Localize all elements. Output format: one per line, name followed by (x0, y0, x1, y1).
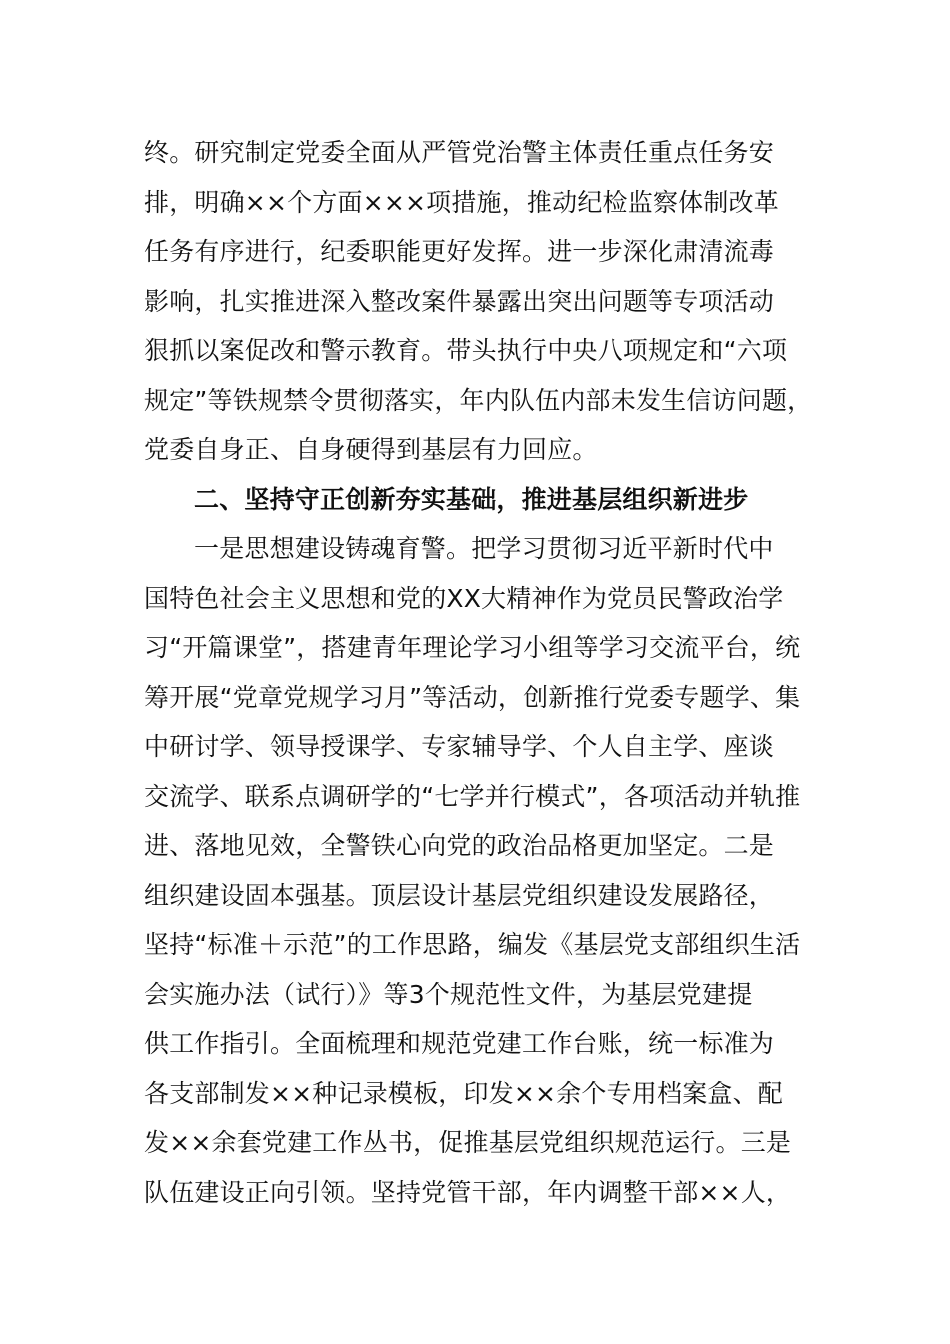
text-line: 交流学、联系点调研学的“七学并行模式”，各项活动并轨推 (144, 781, 801, 811)
text-line: 坚持“标准＋示范”的工作思路，编发《基层党支部组织生活 (144, 930, 801, 959)
text-line: 各支部制发××种记录模板，印发××余个专用档案盒、配 (144, 1078, 783, 1108)
text-line: 终。研究制定党委全面从严管党治警主体责任重点任务安 (144, 138, 775, 167)
text-line: 进、落地见效，全警铁心向党的政治品格更加坚定。二是 (144, 831, 775, 860)
text-line: 中研讨学、领导授课学、专家辅导学、个人自主学、座谈 (144, 732, 775, 761)
text-line: 狠抓以案促改和警示教育。带头执行中央八项规定和“六项 (144, 336, 788, 365)
text-line: 习“开篇课堂”，搭建青年理论学习小组等学习交流平台，统 (144, 633, 801, 662)
text-line: 排，明确××个方面×××项措施，推动纪检监察体制改革 (144, 187, 779, 217)
text-line: 会实施办法（试行）》等3个规范性文件，为基层党建提 (144, 979, 753, 1009)
text-line: 国特色社会主义思想和党的XX大精神作为党员民警政治学 (144, 583, 784, 613)
section-heading: 二、坚持守正创新夯实基础，推进基层组织新进步 (194, 484, 749, 514)
text-line: 供工作指引。全面梳理和规范党建工作台账，统一标准为 (144, 1029, 775, 1058)
text-line: 发××余套党建工作丛书，促推基层党组织规范运行。三是 (144, 1128, 792, 1157)
text-line: 队伍建设正向引领。坚持党管干部，年内调整干部××人， (144, 1177, 792, 1207)
text-line: 影响，扎实推进深入整改案件暴露出突出问题等专项活动 (144, 286, 775, 316)
document-body (144, 128, 834, 1217)
text-line: 党委自身正、自身硬得到基层有力回应。 (144, 435, 598, 464)
text-line: 组织建设固本强基。顶层设计基层党组织建设发展路径， (144, 880, 775, 910)
text-line: 规定”等铁规禁令贯彻落实，年内队伍内部未发生信访问题， (144, 385, 813, 415)
text-line: 一是思想建设铸魂育警。把学习贯彻习近平新时代中 (194, 534, 774, 563)
text-line: 任务有序进行，纪委职能更好发挥。进一步深化肃清流毒 (144, 237, 775, 266)
text-line: 筹开展“党章党规学习月”等活动，创新推行党委专题学、集 (144, 682, 801, 712)
